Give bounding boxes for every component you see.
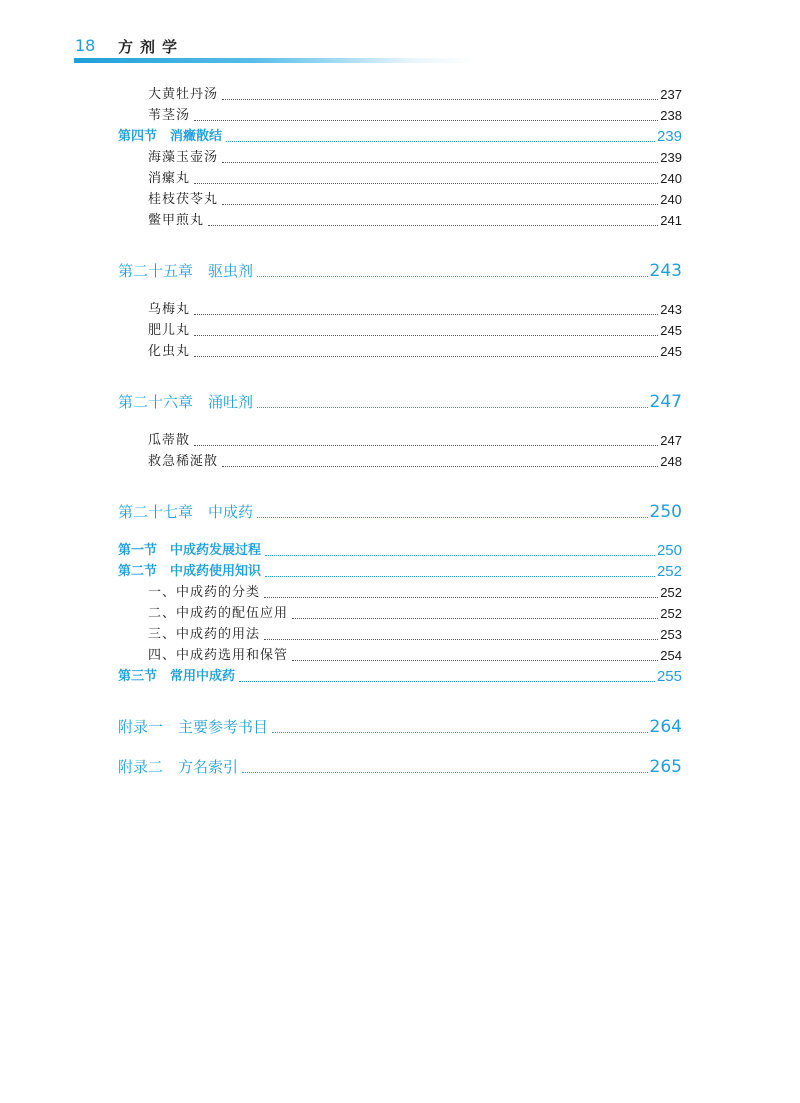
toc-chapter[interactable] [118,259,682,283]
dot-leader [222,98,658,100]
toc-entry[interactable] [118,645,682,666]
toc-entry-page: 241 [660,213,682,228]
dot-leader [194,182,658,184]
toc-entry-title: 苇茎汤 [148,108,191,123]
toc-entry-page: 240 [660,171,682,186]
toc-entry[interactable] [118,189,682,210]
dot-leader [257,406,648,408]
dot-leader [222,203,658,205]
toc-entry[interactable] [118,603,682,624]
toc-chapter-page: 250 [649,502,682,522]
toc-section[interactable] [118,540,682,561]
toc-appendix-page: 265 [649,757,682,777]
toc-chapter-title: 第二十七章 中成药 [118,503,254,521]
toc-entry[interactable] [118,210,682,231]
dot-leader [194,334,658,336]
toc-entry[interactable] [118,624,682,645]
toc-entry[interactable] [118,582,682,603]
toc-section-title: 第四节 消癥散结 [118,129,223,144]
toc-entry[interactable] [118,147,682,168]
toc-entry-title: 化虫丸 [148,344,191,359]
toc-section-page: 252 [656,563,682,580]
toc-section-title: 第三节 常用中成药 [118,669,236,684]
toc-entry-page: 245 [660,344,682,359]
dot-leader [222,465,658,467]
toc-appendix-title: 附录一 主要参考书目 [118,718,269,736]
dot-leader [194,119,658,121]
dot-leader [194,313,658,315]
toc-chapter[interactable] [118,500,682,524]
toc-appendix-page: 264 [649,717,682,737]
toc-entry-title: 大黄牡丹汤 [148,87,219,102]
toc-chapter[interactable] [118,390,682,414]
toc-entry[interactable] [118,84,682,105]
toc-section-title: 第一节 中成药发展过程 [118,543,262,558]
toc-entry-title: 二、中成药的配伍应用 [148,606,289,621]
toc-entry-title: 四、中成药选用和保管 [148,648,289,663]
dot-leader [194,444,658,446]
toc-entry-title: 救急稀涎散 [148,454,219,469]
dot-leader [226,140,655,142]
page-number: 18 [75,36,96,55]
table-of-contents [118,84,682,779]
toc-entry[interactable] [118,320,682,341]
book-title: 方剂学 [118,38,185,56]
toc-entry[interactable] [118,299,682,320]
dot-leader [264,596,658,598]
toc-section-page: 255 [656,668,682,685]
toc-chapter-page: 247 [649,392,682,412]
toc-entry-page: 238 [660,108,682,123]
toc-entry[interactable] [118,451,682,472]
toc-entry[interactable] [118,105,682,126]
dot-leader [222,161,658,163]
dot-leader [265,575,655,577]
toc-section[interactable] [118,561,682,582]
dot-leader [272,731,648,733]
dot-leader [292,617,658,619]
toc-entry-title: 海藻玉壶汤 [148,150,219,165]
toc-entry-page: 254 [660,648,682,663]
toc-entry-page: 245 [660,323,682,338]
toc-entry-title: 桂枝茯苓丸 [148,192,219,207]
toc-chapter-title: 第二十六章 涌吐剂 [118,393,254,411]
toc-entry-page: 240 [660,192,682,207]
toc-entry-title: 消瘰丸 [148,171,191,186]
dot-leader [257,516,648,518]
toc-entry-title: 鳖甲煎丸 [148,213,205,228]
toc-appendix[interactable] [118,715,682,739]
toc-entry-page: 252 [660,585,682,600]
dot-leader [194,355,658,357]
toc-entry-page: 247 [660,433,682,448]
toc-entry-title: 一、中成药的分类 [148,585,261,600]
dot-leader [292,659,658,661]
dot-leader [242,771,648,773]
toc-entry-page: 248 [660,454,682,469]
toc-entry-title: 乌梅丸 [148,302,191,317]
toc-appendix-title: 附录二 方名索引 [118,758,239,776]
toc-section[interactable] [118,126,682,147]
dot-leader [265,554,655,556]
toc-entry[interactable] [118,430,682,451]
dot-leader [208,224,658,226]
dot-leader [239,680,655,682]
page-header [0,0,800,70]
toc-entry-title: 三、中成药的用法 [148,627,261,642]
toc-entry[interactable] [118,168,682,189]
toc-entry-page: 239 [660,150,682,165]
dot-leader [257,275,648,277]
toc-section-page: 250 [656,542,682,559]
toc-chapter-title: 第二十五章 驱虫剂 [118,262,254,280]
toc-entry-page: 243 [660,302,682,317]
toc-appendix[interactable] [118,755,682,779]
toc-section-title: 第二节 中成药使用知识 [118,564,262,579]
toc-section[interactable] [118,666,682,687]
toc-entry-page: 253 [660,627,682,642]
toc-entry-title: 瓜蒂散 [148,433,191,448]
toc-entry-page: 252 [660,606,682,621]
toc-section-page: 239 [656,128,682,145]
toc-chapter-page: 243 [649,261,682,281]
dot-leader [264,638,658,640]
toc-entry-title: 肥儿丸 [148,323,191,338]
toc-entry[interactable] [118,341,682,362]
toc-entry-page: 237 [660,87,682,102]
header-rule [74,58,474,63]
